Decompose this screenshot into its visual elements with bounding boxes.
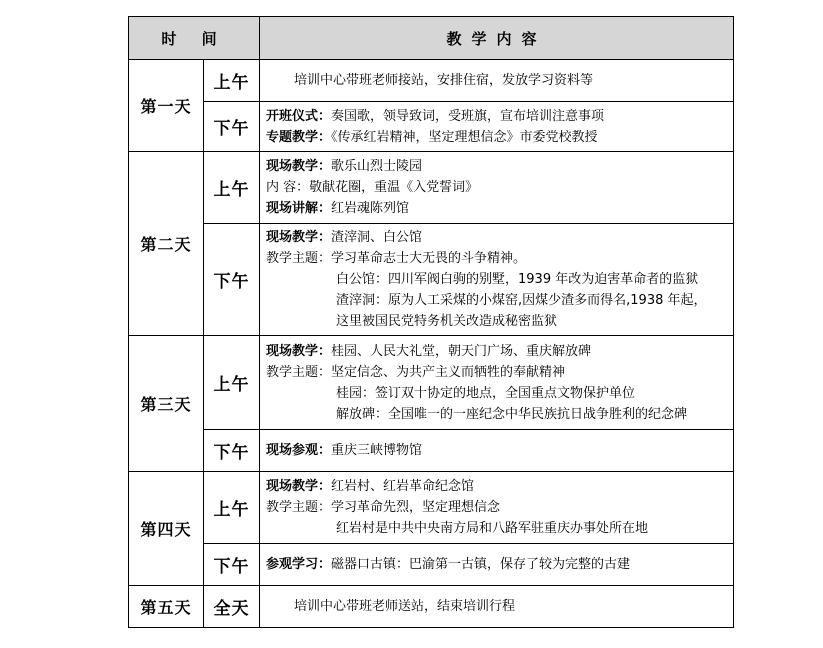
content-tag: 现场参观： [266,443,332,458]
schedule-row [129,586,734,628]
content-line [266,476,727,497]
content-line [266,248,727,269]
content-line: 渣滓洞：原为人工采煤的小煤窑,因煤少渣多而得名,1938 年起， [336,293,707,308]
content-tag: 现场教学： [266,343,332,359]
content-line [266,341,727,362]
content-line [266,227,727,248]
schedule-row [129,472,734,544]
content-label: 教学主题： [266,251,332,266]
content-line: 白公馆：四川军阀白驹的别墅，1939 年改为迫害革命者的监狱 [336,272,699,287]
day-label: 第四天 [129,472,204,586]
content-tag: 开班仪式： [266,108,332,124]
content-line [266,440,727,461]
day-label: 第一天 [129,60,204,152]
content-cell [260,430,734,472]
content-text: 渣滓洞、白公馆 [331,230,423,245]
content-line [266,497,727,518]
period-label: 全天 [204,586,260,628]
content-tag: 专题教学： [266,129,332,145]
content-tag: 现场教学： [266,230,332,245]
content-line [266,362,727,383]
content-line: 这里被国民党特务机关改造成秘密监狱 [336,314,558,329]
content-text: 红岩村、红岩革命纪念馆 [331,479,475,494]
content-line: 培训中心带班老师接站，安排住宿，发放学习资料等 [294,73,594,88]
header-row [129,17,734,60]
content-tag: 现场教学： [266,479,332,494]
period-label: 下午 [204,430,260,472]
content-cell [260,152,734,224]
content-cell [260,336,734,430]
content-text: 红岩魂陈列馆 [331,201,410,216]
content-cell [260,544,734,586]
content-text: 重庆三峡博物馆 [331,443,423,458]
schedule-table [128,16,734,628]
content-label: 教学主题： [266,364,332,380]
content-cell [260,472,734,544]
day-label: 第五天 [129,586,204,628]
period-label: 下午 [204,224,260,336]
content-line: 培训中心带班老师送站，结束培训行程 [294,599,516,614]
content-line [266,106,727,127]
header-time: 时 间 [129,17,260,60]
period-label: 下午 [204,102,260,152]
day-label: 第三天 [129,336,204,472]
content-text: 学习革命先烈，坚定理想信念 [331,500,501,515]
schedule-row [129,336,734,430]
content-label: 内 容： [266,180,310,195]
header-content: 教学内容 [260,17,734,60]
schedule-row [129,60,734,102]
content-line [266,554,727,575]
content-tag: 现场教学： [266,159,332,174]
content-line: 解放碑：全国唯一的一座纪念中华民族抗日战争胜利的纪念碑 [336,406,688,422]
schedule-row [129,152,734,224]
content-line: 红岩村是中共中央南方局和八路军驻重庆办事处所在地 [336,521,649,536]
content-text: 学习革命志士大无畏的斗争精神。 [331,251,527,266]
schedule-row [129,430,734,472]
content-tag: 现场讲解： [266,201,332,216]
content-line [266,198,727,219]
period-label: 上午 [204,472,260,544]
content-text: 桂园、人民大礼堂，朝天门广场、重庆解放碑 [331,343,592,359]
content-line [266,177,727,198]
schedule-row [129,544,734,586]
content-cell [260,224,734,336]
content-text: 磁器口古镇：巴渝第一古镇，保存了较为完整的古建 [331,557,631,572]
content-line [266,156,727,177]
period-label: 上午 [204,152,260,224]
content-tag: 参观学习： [266,557,332,572]
period-label: 上午 [204,60,260,102]
period-label: 上午 [204,336,260,430]
content-line: 桂园：签订双十协定的地点，全国重点文物保护单位 [336,385,636,401]
content-cell [260,586,734,628]
period-label: 下午 [204,544,260,586]
content-text: 奏国歌，领导致词，受班旗，宣布培训注意事项 [331,108,605,124]
content-cell [260,102,734,152]
content-text: 敬献花圈，重温《入党誓词》 [309,180,479,195]
content-text: 歌乐山烈士陵园 [331,159,423,174]
schedule-row [129,102,734,152]
content-label: 教学主题： [266,500,332,515]
content-line [266,127,727,148]
schedule-row [129,224,734,336]
content-cell [260,60,734,102]
day-label: 第二天 [129,152,204,336]
content-text: 坚定信念、为共产主义而牺牲的奉献精神 [331,364,566,380]
content-text: 《传承红岩精神，坚定理想信念》市委党校教授 [331,129,598,145]
